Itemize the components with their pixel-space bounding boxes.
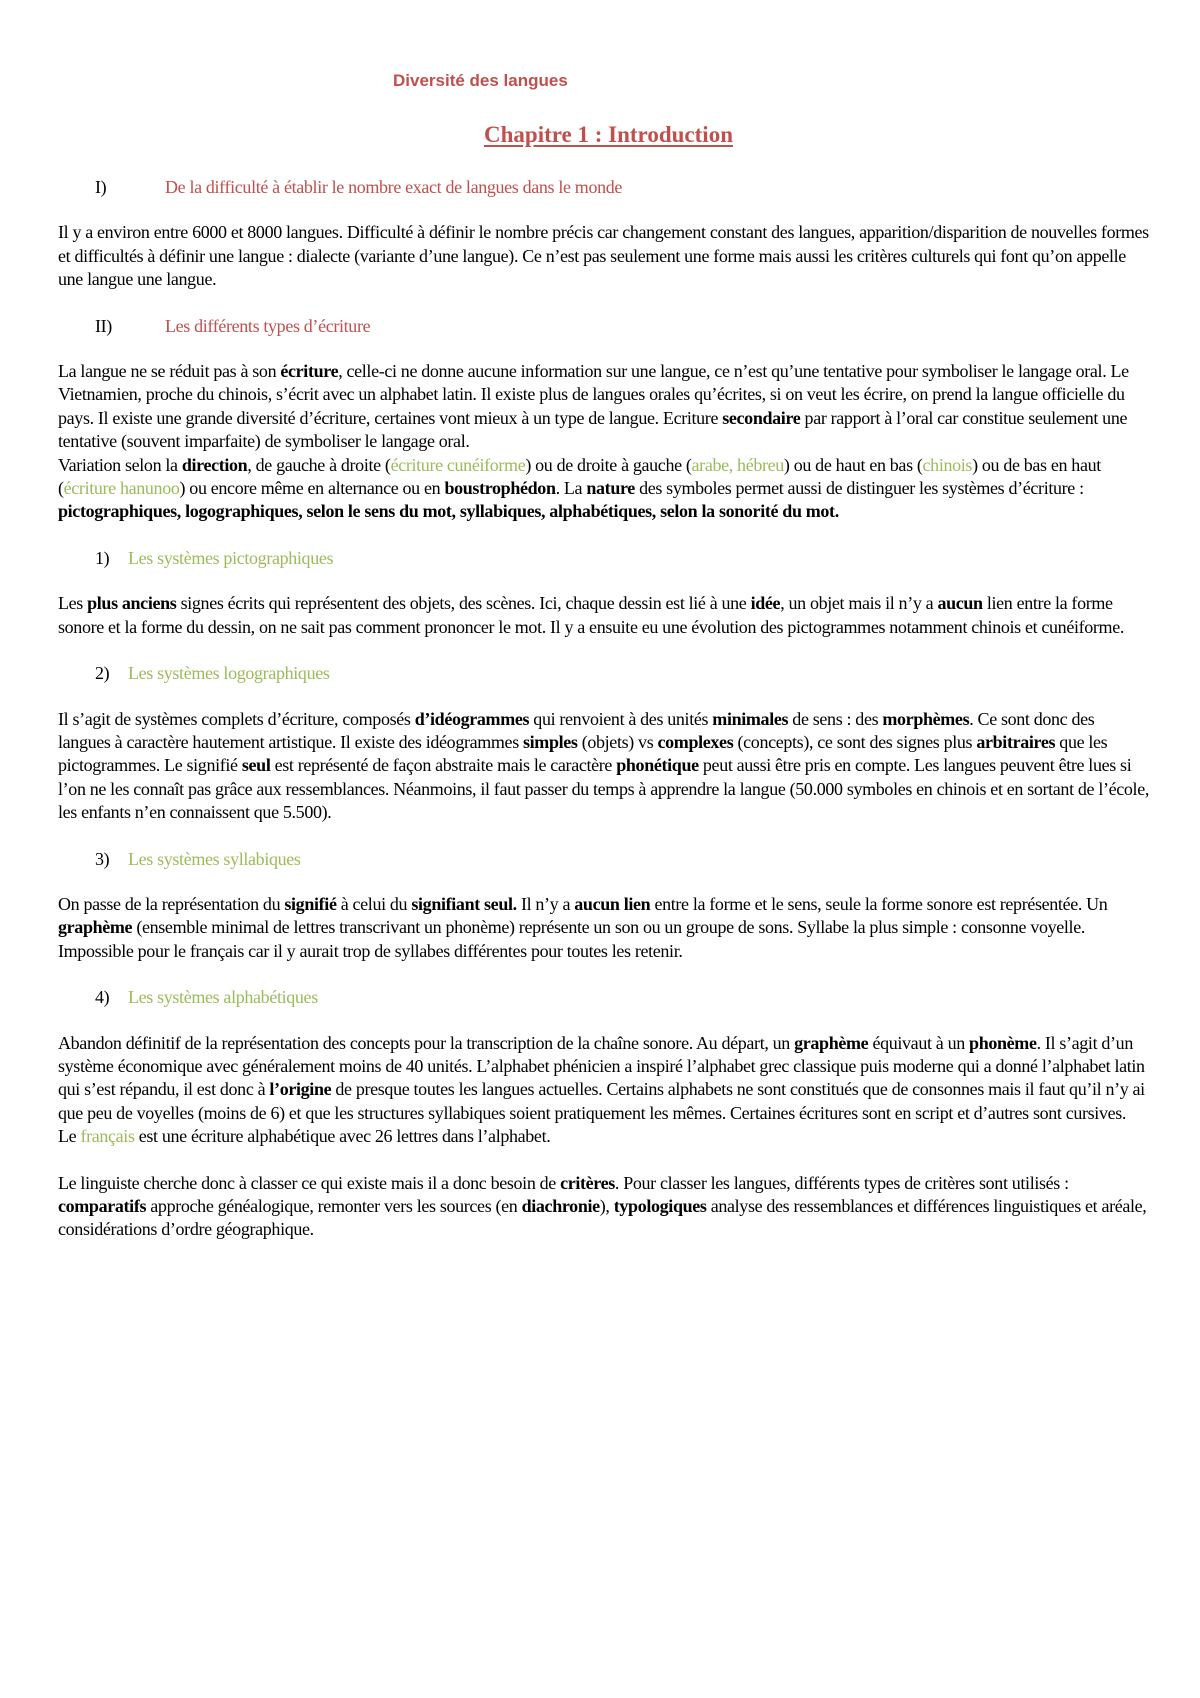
paragraph-pictographic: Les plus anciens signes écrits qui représentent des objets, des scènes. Ici, chaque dessin est lié à une idée, un objet mais il n’y a aucun lien entre la forme sonore et la forme du dessin, on ne sait pas comment prononcer le mot. Il y a ensuite eu une évolution des pictogrammes notamment chinois et cunéiforme. bbox=[58, 593, 1125, 637]
paragraph-language-count: Il y a environ entre 6000 et 8000 langues. Difficulté à définir le nombre précis car changement constant des langues, apparition/disparition de nouvelles formes et difficultés à définir une langue : dialecte (variante d’une langue). Ce n’est pas seulement une forme mais aussi les critères culturels qui font qu’on appelle une langue une langue. bbox=[58, 222, 1149, 290]
section-heading-2 bbox=[58, 315, 1150, 338]
paragraph-writing-direction: Variation selon la direction, de gauche à droite (écriture cunéiforme) ou de droite à gauche (arabe, hébreu) ou de haut en bas (chinois) ou de bas en haut (écriture hanunoo) ou encore même en alternance ou en boustrophédon. La nature des symboles permet aussi de distinguer les systèmes d’écriture : pictographiques, logographiques, selon le sens du mot, syllabiques, alphabétiques, selon la sonorité du mot. bbox=[58, 454, 1101, 522]
paragraph-classification-criteria: Le linguiste cherche donc à classer ce qui existe mais il a donc besoin de critères. Pour classer les langues, différents types de critères sont utilisés : comparatifs approche généalogique, remonter vers les sources (en diachronie), typologiques analyse des ressemblances et différences linguistiques et aréale, considérations d’ordre géographique. bbox=[58, 1172, 1147, 1240]
chapter-title: Chapitre 1 : Introduction bbox=[484, 122, 733, 147]
subsection-heading-1 bbox=[58, 547, 1150, 570]
document-title: Diversité des langues bbox=[393, 71, 568, 90]
paragraph-syllabic: On passe de la représentation du signifié à celui du signifiant seul. Il n’y a aucun lien entre la forme et le sens, seule la forme sonore est représentée. Un graphème (ensemble minimal de lettres transcrivant un phonème) représente un son ou un groupe de sons. Syllabe la plus simple : consonne voyelle. Impossible pour le français car il y aurait trop de syllabes différentes pour toutes les retenir. bbox=[58, 893, 1108, 961]
section-title: De la difficulté à établir le nombre exact de langues dans le monde bbox=[165, 177, 623, 197]
subsection-title: Les systèmes pictographiques bbox=[128, 547, 334, 568]
subsection-heading-3 bbox=[58, 848, 1150, 871]
subsection-title: Les systèmes alphabétiques bbox=[128, 987, 318, 1008]
section-number: II) bbox=[95, 315, 112, 336]
subsection-number: 2) bbox=[95, 663, 110, 684]
paragraph-french-alphabet: Le français est une écriture alphabétique avec 26 lettres dans l’alphabet. bbox=[58, 1126, 551, 1147]
section-heading-1 bbox=[58, 176, 1150, 199]
document-body bbox=[58, 176, 1150, 1265]
subsection-title: Les systèmes syllabiques bbox=[128, 848, 301, 869]
subsection-heading-2 bbox=[58, 662, 1150, 685]
section-title: Les différents types d’écriture bbox=[165, 315, 371, 336]
subsection-title: Les systèmes logographiques bbox=[128, 663, 330, 684]
paragraph-alphabetic: Abandon définitif de la représentation des concepts pour la transcription de la chaîne sonore. Au départ, un graphème équivaut à un phonème. Il s’agit d’un système économique avec généralement moins de 40 unités. L’alphabet phénicien a inspiré l’alphabet grec classique puis moderne qui a donné l’alphabet latin qui s’est répandu, il est donc à l’origine de presque toutes les langues actuelles. Certains alphabets ne sont constitués que de consonnes mais il faut qu’il n’y ai que peu de voyelles (moins de 6) et que les structures syllabiques soient pratiquement les mêmes. Certaines écritures sont en script et d’autres sont cursives. bbox=[58, 1032, 1145, 1123]
subsection-number: 3) bbox=[95, 848, 110, 869]
subsection-number: 1) bbox=[95, 547, 110, 568]
paragraph-writing-intro: La langue ne se réduit pas à son écriture, celle-ci ne donne aucune information sur une langue, ce n’est qu’une tentative pour symboliser le langage oral. Le Vietnamien, proche du chinois, s’écrit avec un alphabet latin. Il existe plus de langues orales qu’écrites, si on veut les écrire, on prend la langue officielle du pays. Il existe une grande diversité d’écriture, certaines vont mieux à un type de langue. Ecriture secondaire par rapport à l’oral car constitue seulement une tentative (souvent imparfaite) de symboliser le langage oral. bbox=[58, 361, 1129, 452]
subsection-heading-4 bbox=[58, 986, 1150, 1009]
paragraph-logographic: Il s’agit de systèmes complets d’écriture, composés d’idéogrammes qui renvoient à des unités minimales de sens : des morphèmes. Ce sont donc des langues à caractère hautement artistique. Il existe des idéogrammes simples (objets) vs complexes (concepts), ce sont des signes plus arbitraires que les pictogrammes. Le signifié seul est représenté de façon abstraite mais le caractère phonétique peut aussi être pris en compte. Les langues peuvent être lues si l’on ne les connaît pas grâce aux ressemblances. Néanmoins, il faut passer du temps à apprendre la langue (50.000 symboles en chinois et en sortant de l’école, les enfants n’en connaissent que 5.500). bbox=[58, 708, 1149, 823]
section-number: I) bbox=[95, 177, 107, 197]
subsection-number: 4) bbox=[95, 987, 110, 1008]
